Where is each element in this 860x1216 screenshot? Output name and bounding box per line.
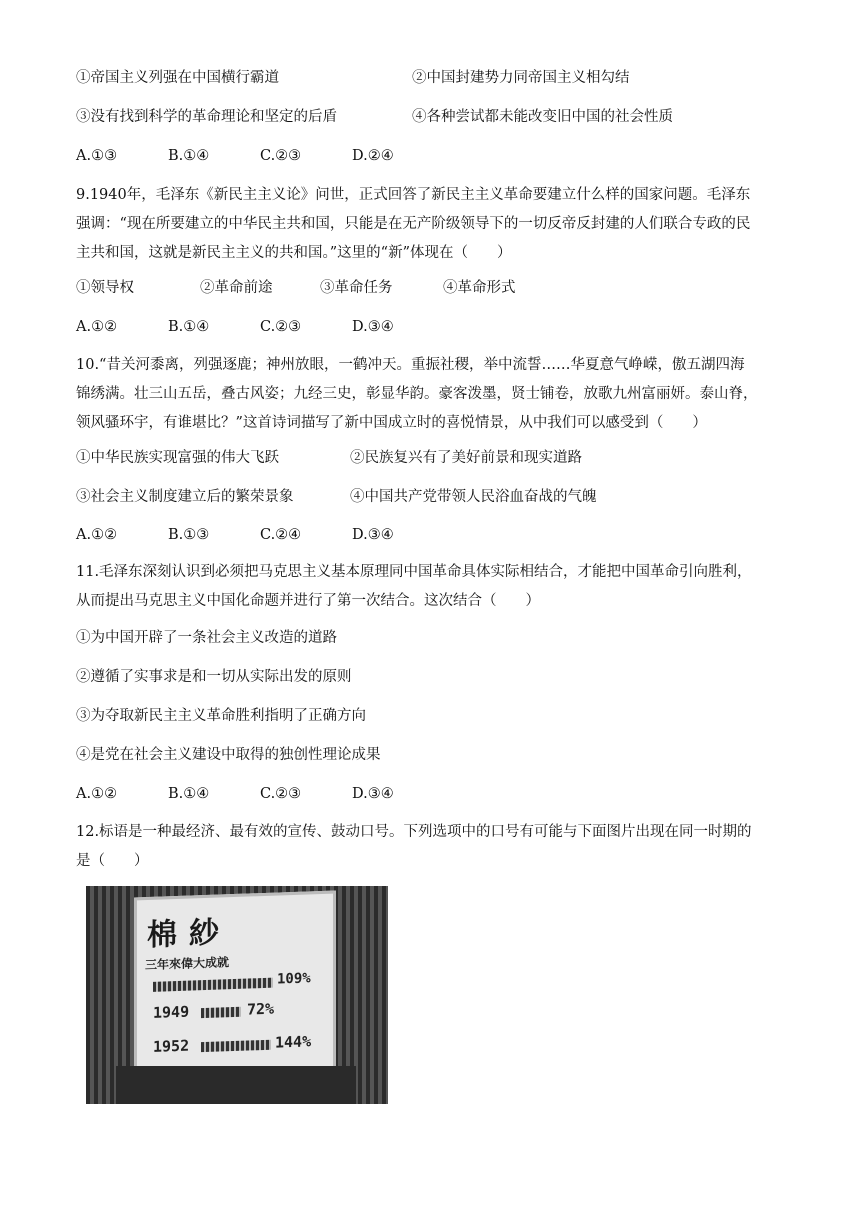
- sign-char-2: 紗: [189, 915, 219, 952]
- sign-bar-2: [201, 1040, 271, 1052]
- q8-choice-a: A.①③: [76, 148, 118, 164]
- sign-subtitle: 三年來偉大成就: [145, 955, 230, 973]
- q8-option-2: ②中国封建势力同帝国主义相勾结: [412, 70, 630, 86]
- q9-option-1: ①领导权: [76, 280, 134, 296]
- q11-stem-line-1: 11.毛泽东深刻认识到必须把马克思主义基本原理同中国革命具体实际相结合，才能把中国革命引向胜利，: [76, 564, 752, 580]
- q10-option-1: ①中华民族实现富强的伟大飞跃: [76, 450, 279, 466]
- q10-stem-line-2: 锦绣满。壮三山五岳，叠古风姿；九经三史，彰显华韵。豪客泼墨，贤士铺卷，放歌九州富丽妍。泰山脊，: [76, 386, 758, 402]
- historical-photo: [86, 886, 388, 1104]
- sign-row-1-value: 72%: [247, 999, 275, 1019]
- q8-choice-b: B.①④: [168, 148, 210, 164]
- sign-row-0-value: 109%: [277, 970, 311, 988]
- sign-row-1-year: 1949: [153, 1002, 190, 1022]
- photo-sign-board: [134, 890, 336, 1083]
- q11-choice-d: D.③④: [352, 786, 394, 802]
- q9-stem-line-1: 9.1940年，毛泽东《新民主主义论》问世，正式回答了新民主主义革命要建立什么样的国家问题。毛泽东: [76, 187, 751, 203]
- q8-option-1: ①帝国主义列强在中国横行霸道: [76, 70, 279, 86]
- q9-choice-c: C.②③: [260, 319, 302, 335]
- sign-char-1: 棉: [147, 917, 177, 954]
- q10-option-3: ③社会主义制度建立后的繁荣景象: [76, 489, 294, 505]
- q10-choice-a: A.①②: [76, 527, 118, 543]
- q11-option-3: ③为夺取新民主主义革命胜利指明了正确方向: [76, 708, 366, 724]
- sign-bar-0: [153, 978, 273, 992]
- q9-choice-a: A.①②: [76, 319, 118, 335]
- q9-choice-b: B.①④: [168, 319, 210, 335]
- q11-choice-b: B.①④: [168, 786, 210, 802]
- q11-option-1: ①为中国开辟了一条社会主义改造的道路: [76, 630, 337, 646]
- q9-stem-line-3: 主共和国，这就是新民主主义的共和国。”这里的“新”体现在（ ）: [76, 245, 512, 261]
- photo-podium: [116, 1066, 356, 1104]
- q11-choice-a: A.①②: [76, 786, 118, 802]
- q8-choice-d: D.②④: [352, 148, 394, 164]
- q12-stem-line-1: 12.标语是一种最经济、最有效的宣传、鼓动口号。下列选项中的口号有可能与下面图片出现在同一时期的: [76, 824, 752, 840]
- sign-bar-1: [201, 1007, 241, 1018]
- q10-stem-line-1: 10.“昔关河黍离，列强逐鹿；神州放眼，一鹤冲天。重振社稷，举中流誓……华夏意气峥嵘，傲五湖四海: [76, 357, 745, 373]
- q10-stem-line-3: 领风骚环宇，有谁堪比？”这首诗词描写了新中国成立时的喜悦情景，从中我们可以感受到（ ）: [76, 415, 707, 431]
- q9-option-3: ③革命任务: [320, 280, 393, 296]
- q10-option-2: ②民族复兴有了美好前景和现实道路: [350, 450, 582, 466]
- q10-choice-d: D.③④: [352, 527, 394, 543]
- sign-row-2-year: 1952: [153, 1036, 190, 1056]
- q12-stem-line-2: 是（ ）: [76, 853, 149, 869]
- q9-option-2: ②革命前途: [200, 280, 273, 296]
- q9-option-4: ④革命形式: [443, 280, 516, 296]
- q10-choice-c: C.②④: [260, 527, 302, 543]
- q8-option-4: ④各种尝试都未能改变旧中国的社会性质: [412, 109, 673, 125]
- q10-option-4: ④中国共产党带领人民浴血奋战的气魄: [350, 489, 597, 505]
- q9-choice-d: D.③④: [352, 319, 394, 335]
- sign-row-2-value: 144%: [275, 1032, 312, 1052]
- q10-choice-b: B.①③: [168, 527, 210, 543]
- q11-choice-c: C.②③: [260, 786, 302, 802]
- q11-stem-line-2: 从而提出马克思主义中国化命题并进行了第一次结合。这次结合（ ）: [76, 593, 540, 609]
- q11-option-4: ④是党在社会主义建设中取得的独创性理论成果: [76, 747, 381, 763]
- q9-stem-line-2: 强调：“现在所要建立的中华民主共和国，只能是在无产阶级领导下的一切反帝反封建的人们联合专政的民: [76, 216, 751, 232]
- q8-option-3: ③没有找到科学的革命理论和坚定的后盾: [76, 109, 337, 125]
- q11-option-2: ②遵循了实事求是和一切从实际出发的原则: [76, 669, 352, 685]
- q8-choice-c: C.②③: [260, 148, 302, 164]
